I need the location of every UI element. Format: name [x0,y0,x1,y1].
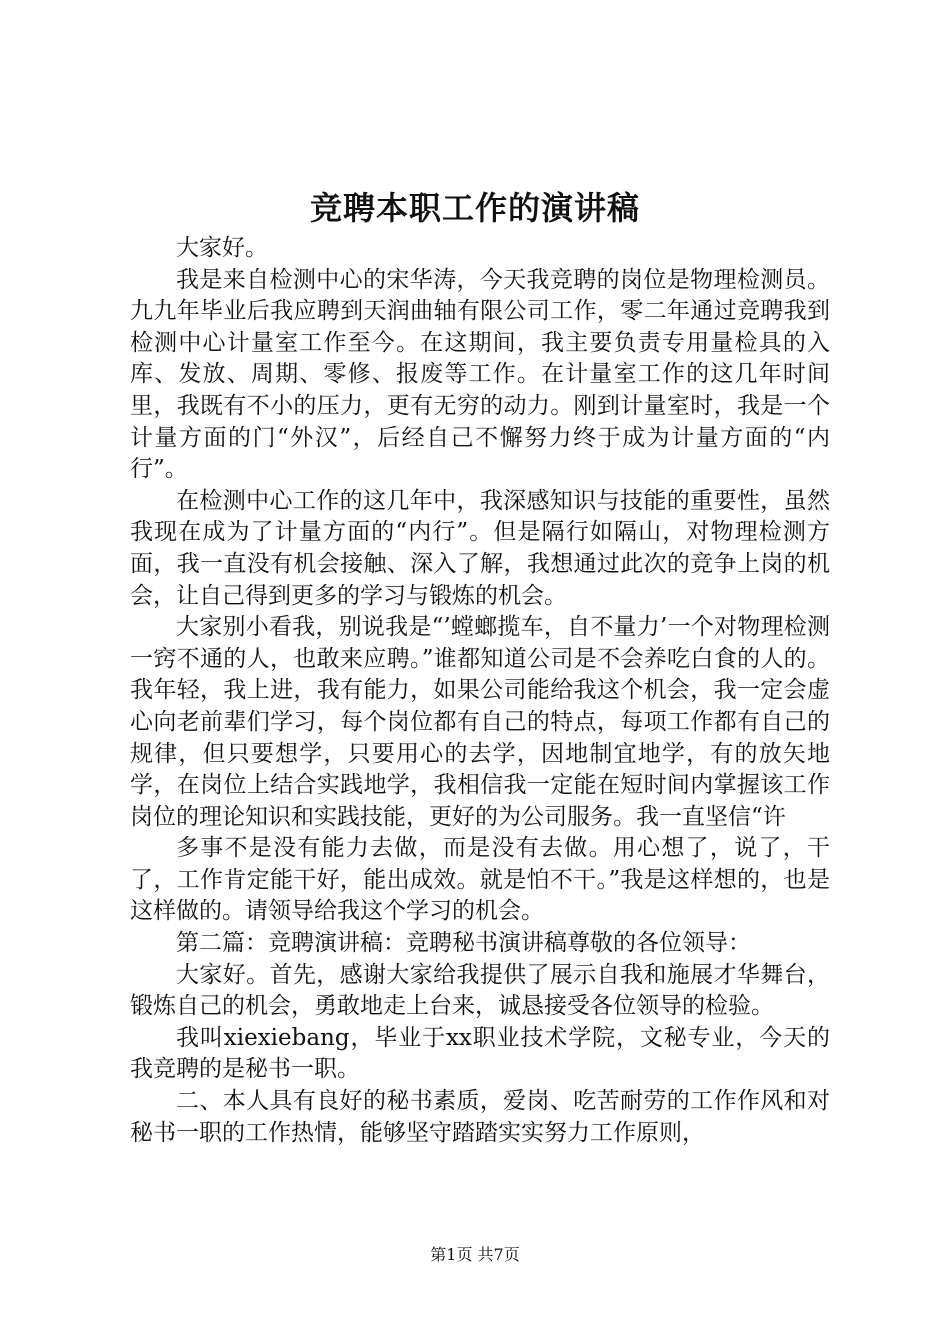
paragraph: 大家别小看我，别说我是“’螳螂揽车，自不量力’一个对物理检测一窍不通的人，也敢来应聘。”谁都知道公司是不会养吃白食的人的。我年轻，我上进，我有能力，如果公司能给我这个机会，我一定会虚心向老前辈们学习，每个岗位都有自己的特点，每项工作都有自己的规律，但只要想学，只要用心的去学，因地制宜地学，有的放矢地学，在岗位上结合实践地学，我相信我一定能在短时间内掌握该工作岗位的理论知识和实践技能，更好的为公司服务。我一直坚信“许 [130,614,830,830]
paragraph: 二、本人具有良好的秘书素质，爱岗、吃苦耐劳的工作作风和对秘书一职的工作热情，能够坚守踏踏实实努力工作原则， [130,1088,830,1146]
paragraph: 我叫xiexiebang，毕业于xx职业技术学院，文秘专业，今天的我竞聘的是秘书一职。 [130,1024,830,1083]
page-footer: 第1页 共7页 [430,1245,520,1264]
document-body [130,233,830,1149]
document-title: 竞聘本职工作的演讲稿 [309,189,640,227]
paragraph: 大家好。 [176,235,268,261]
paragraph: 在检测中心工作的这几年中，我深感知识与技能的重要性，虽然我现在成为了计量方面的“内行”。但是隔行如隔山，对物理检测方面，我一直没有机会接触、深入了解，我想通过此次的竞争上岗的机会，让自己得到更多的学习与锻炼的机会。 [130,487,830,609]
paragraph: 第二篇：竞聘演讲稿：竞聘秘书演讲稿尊敬的各位领导： [176,930,751,957]
paragraph: 大家好。首先，感谢大家给我提供了展示自我和施展才华舞台，锻炼自己的机会，勇敢地走上台来，诚恳接受各位领导的检验。 [130,961,830,1020]
paragraph: 我是来自检测中心的宋华涛，今天我竞聘的岗位是物理检测员。九九年毕业后我应聘到天润曲轴有限公司工作，零二年通过竞聘我到检测中心计量室工作至今。在这期间，我主要负责专用量检具的入库、发放、周期、零修、报废等工作。在计量室工作的这几年时间里，我既有不小的压力，更有无穷的动力。刚到计量室时，我是一个计量方面的门“外汉”，后经自己不懈努力终于成为计量方面的“内行”。 [130,266,830,483]
paragraph: 多事不是没有能力去做，而是没有去做。用心想了，说了，干了，工作肯定能干好，能出成效。就是怕不干。”我是这样想的，也是这样做的。请领导给我这个学习的机会。 [130,835,830,925]
